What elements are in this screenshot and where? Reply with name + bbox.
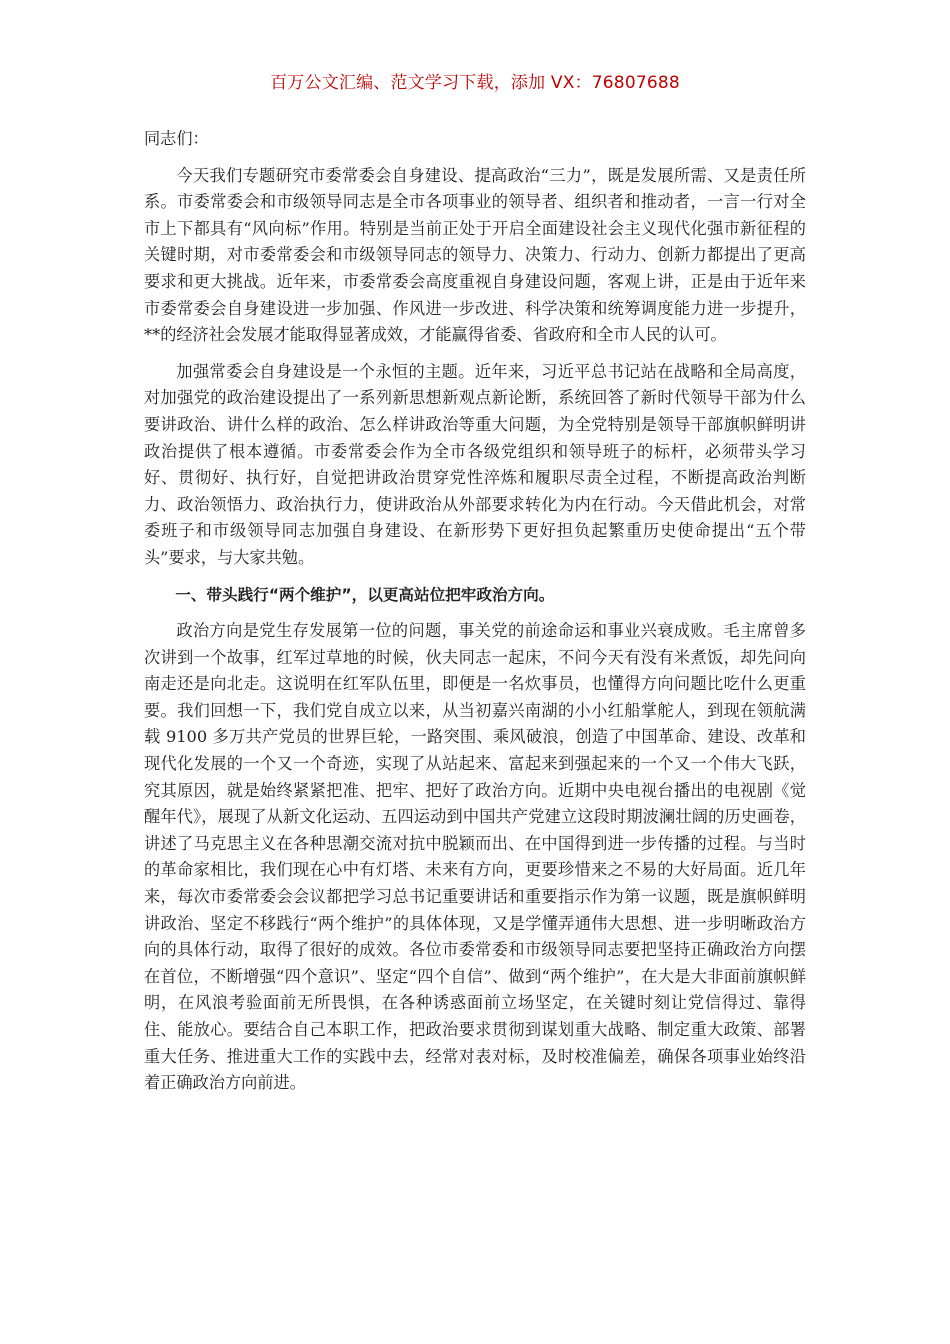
document-body bbox=[144, 126, 806, 1107]
paragraph-intro: 今天我们专题研究市委常委会自身建设、提高政治“三力”，既是发展所需、又是责任所系。市委常委会和市级领导同志是全市各项事业的领导者、组织者和推动者，一言一行对全市上下都具有“风向标”作用。特别是当前正处于开启全面建设社会主义现代化强市新征程的关键时期，对市委常委会和市级领导同志的领导力、决策力、行动力、创新力都提出了更高要求和更大挑战。近年来，市委常委会高度重视自身建设问题，客观上讲，正是由于近年来市委常委会自身建设进一步加强、作风进一步改进、科学决策和统筹调度能力进一步提升，**的经济社会发展才能取得显著成效，才能赢得省委、省政府和全市人民的认可。 bbox=[144, 165, 806, 345]
section-paragraph: 政治方向是党生存发展第一位的问题，事关党的前途命运和事业兴衰成败。毛主席曾多次讲到一个故事，红军过草地的时候，伙夫同志一起床，不问今天有没有米煮饭，却先问向南走还是向北走。这说明在红军队伍里，即便是一名炊事员，也懂得方向问题比吃什么更重要。我们回想一下，我们党自成立以来，从当初嘉兴南湖的小小红船掌舵人，到现在领航满载 9100 多万共产党员的世界巨轮，一路突围、乘风破浪，创造了中国革命、建设、改革和现代化发展的一个又一个奇迹，实现了从站起来、富起来到强起来的一个又一个伟大飞跃，究其原因，就是始终紧紧把准、把牢、把好了政治方向。近期中央电视台播出的电视剧《觉醒年代》，展现了从新文化运动、五四运动到中国共产党建立这段时期波澜壮阔的历史画卷，讲述了马克思主义在各种思潮交流对抗中脱颖而出、在中国得到进一步传播的过程。与当时的革命家相比，我们现在心中有灯塔、未来有方向，更要珍惜来之不易的大好局面。近几年来，每次市委常委会会议都把学习总书记重要讲话和重要指示作为第一议题，既是旗帜鲜明讲政治、坚定不移践行“两个维护”的具体体现，又是学懂弄通伟大思想、进一步明晰政治方向的具体行动，取得了很好的成效。各位市委常委和市级领导同志要把坚持正确政治方向摆在首位，不断增强“四个意识”、坚定“四个自信”、做到“两个维护”，在大是大非面前旗帜鲜明，在风浪考验面前无所畏惧，在各种诱惑面前立场坚定，在关键时刻让党信得过、靠得住、能放心。要结合自己本职工作，把政治要求贯彻到谋划重大战略、制定重大政策、部署重大任务、推进重大工作的实践中去，经常对表对标，及时校准偏差，确保各项事业始终沿着正确政治方向前进。 bbox=[144, 621, 806, 1093]
salutation: 同志们： bbox=[144, 129, 209, 148]
watermark-header: 百万公文汇编、范文学习下载，添加 VX：76807688 bbox=[270, 73, 680, 93]
paragraph-theme: 加强常委会自身建设是一个永恒的主题。近年来，习近平总书记站在战略和全局高度，对加强党的政治建设提出了一系列新思想新观点新论断，系统回答了新时代领导干部为什么要讲政治、讲什么样的政治、怎么样讲政治等重大问题，为全党特别是领导干部旗帜鲜明讲政治提供了根本遵循。市委常委会作为全市各级党组织和领导班子的标杆，必须带头学习好、贯彻好、执行好，自觉把讲政治贯穿党性淬炼和履职尽责全过程，不断提高政治判断力、政治领悟力、政治执行力，使讲政治从外部要求转化为内在行动。今天借此机会，对常委班子和市级领导同志加强自身建设、在新形势下更好担负起繁重历史使命提出“五个带头”要求，与大家共勉。 bbox=[144, 361, 806, 567]
section-heading: 一、带头践行“两个维护”，以更高站位把牢政治方向。 bbox=[175, 585, 555, 604]
